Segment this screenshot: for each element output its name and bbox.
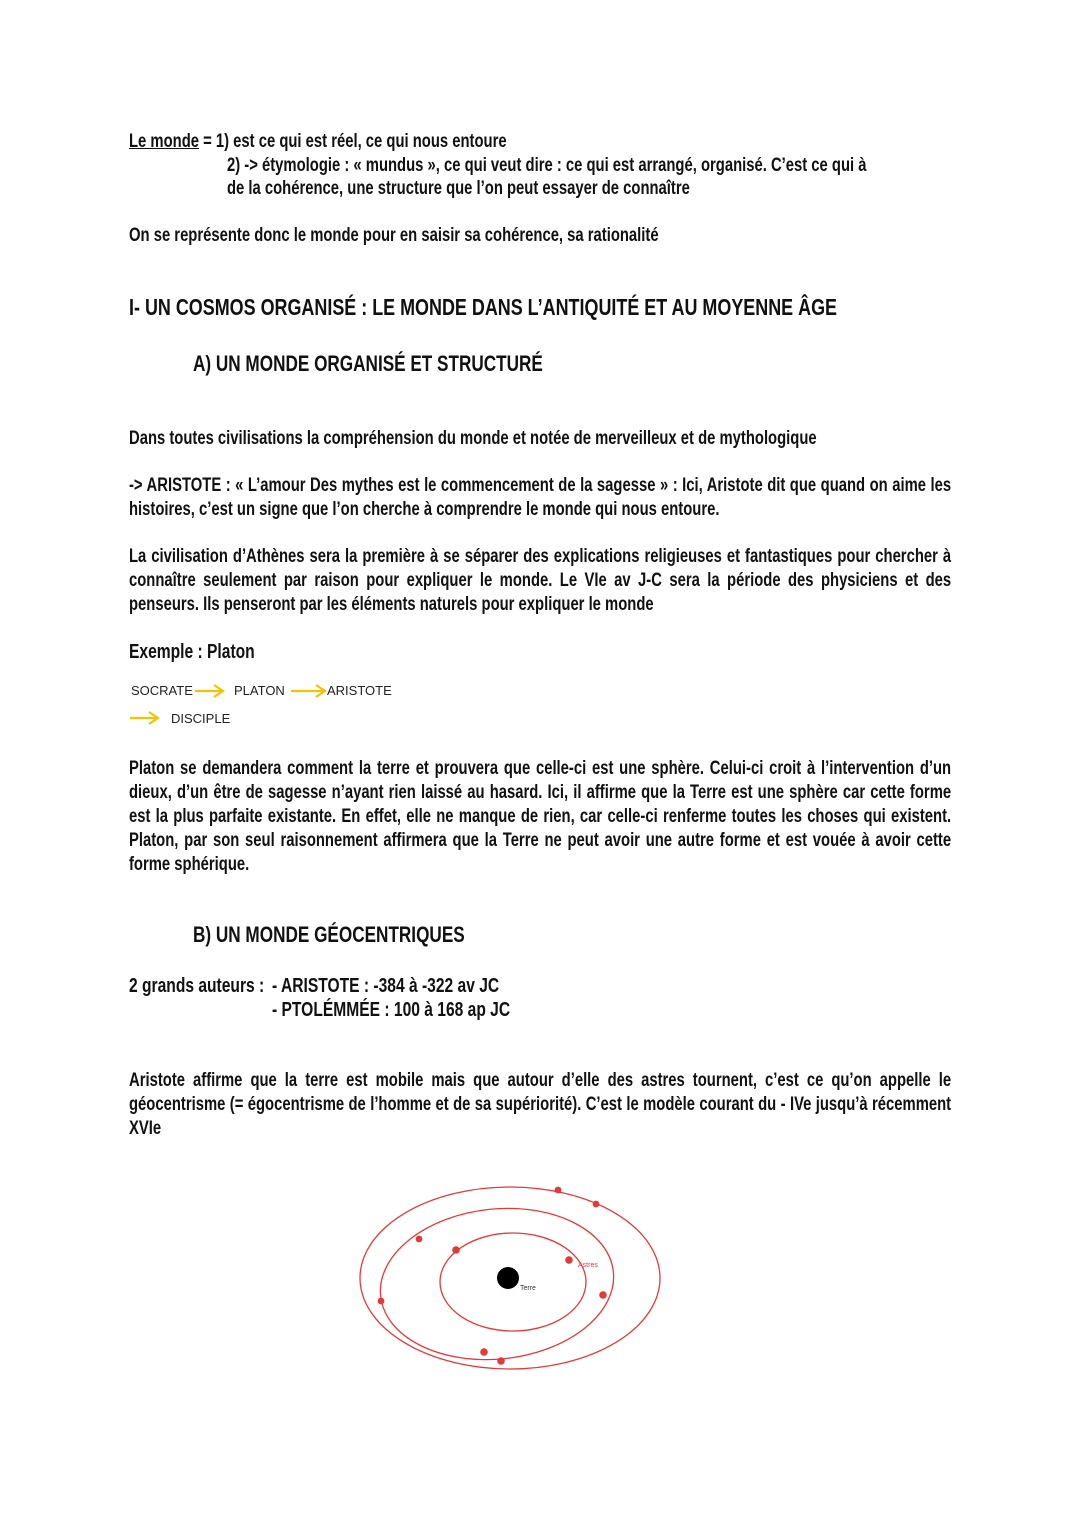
legend-arrow-icon (129, 711, 161, 725)
star-dot (378, 1298, 385, 1305)
sectionB-title: B) UN MONDE GÉOCENTRIQUES (193, 922, 465, 947)
chain-legend: DISCIPLE (171, 711, 231, 726)
sectionB-paragraph-1: Aristote affirme que la terre est mobile mais que autour d’elle des astres tournent, c’est ce qu’on appelle le géocentrisme (= égocentrisme de l’homme et de sa supériorité). C’est le modèle courant du - IVe jusqu’à récemment XVIe (129, 1070, 952, 1139)
star-dot (599, 1291, 607, 1299)
geocentric-diagram (350, 1178, 690, 1378)
definition-text-1: 1) est ce qui est réel, ce qui nous entoure (215, 131, 507, 152)
middle-orbit (373, 1197, 621, 1371)
chain-socrate: SOCRATE (131, 683, 193, 698)
chain-aristote: ARISTOTE (327, 683, 392, 698)
definition-line-1 (129, 130, 507, 154)
definition-text-2: 2) -> étymologie : « mundus », ce qui veut dire : ce qui est arrangé, organisé. C’est ce qui à (227, 155, 867, 176)
star-dot (497, 1357, 505, 1365)
author-ptolemee: - PTOLÉMMÉE : 100 à 168 ap JC (272, 999, 511, 1021)
star-dot (565, 1256, 573, 1264)
earth-label: Terre (520, 1285, 536, 1292)
stars-label: Astres (578, 1262, 598, 1269)
star-dot (480, 1348, 488, 1356)
star-dot (416, 1236, 423, 1243)
star-dot (452, 1246, 460, 1254)
earth-dot (497, 1267, 519, 1289)
chain-arrow-1-icon (194, 684, 226, 698)
sectionA-paragraph-3: La civilisation d’Athènes sera la première à se séparer des explications religieuses et fantastiques pour chercher à connaître seulement par raison pour expliquer le monde. Le VIe av J-C sera la période des physiciens et des penseurs. Ils penseront par les éléments naturels pour expliquer le monde (129, 546, 952, 615)
example-label: Exemple : Platon (129, 641, 255, 663)
definition-term: Le monde (129, 131, 199, 152)
part1-title: I- UN COSMOS ORGANISÉ : LE MONDE DANS L’ANTIQUITÉ ET AU MOYENNE ÂGE (129, 294, 838, 320)
author-aristote: - ARISTOTE : -384 à -322 av JC (272, 975, 500, 997)
intro-text: On se représente donc le monde pour en saisir sa cohérence, sa rationalité (129, 225, 659, 246)
chain-platon: PLATON (234, 683, 285, 698)
definition-equals: = (198, 131, 216, 152)
star-dot (555, 1187, 562, 1194)
sectionA-paragraph-4: Platon se demandera comment la terre et prouvera que celle-ci est une sphère. Celui-ci croit à l’intervention d’un dieux, d’un être de sagesse n’ayant rien laissé au hasard. Ici, il affirme que la Terre est une sphère car cette forme est la plus parfaite existante. En effet, elle ne manque de rien, car celle-ci renferme toutes les choses qui existent. Platon, par son seul raisonnement affirmera que la Terre ne peut avoir une autre forme et est vouée à avoir cette forme sphérique. (129, 758, 952, 875)
authors-label: 2 grands auteurs : (129, 975, 265, 997)
definition-text-3: de la cohérence, une structure que l’on peut essayer de connaître (227, 178, 690, 199)
star-dot (593, 1201, 600, 1208)
sectionA-title: A) UN MONDE ORGANISÉ ET STRUCTURÉ (193, 351, 543, 376)
chain-arrow-2-icon (290, 684, 328, 698)
sectionA-paragraph-2: -> ARISTOTE : « L’amour Des mythes est le commencement de la sagesse » : Ici, Aristote dit que quand on aime les histoires, c’est un signe que l’on cherche à comprendre le monde qui nous entoure. (129, 475, 952, 520)
sectionA-paragraph-1: Dans toutes civilisations la compréhension du monde et notée de merveilleux et de mythologique (129, 428, 817, 449)
